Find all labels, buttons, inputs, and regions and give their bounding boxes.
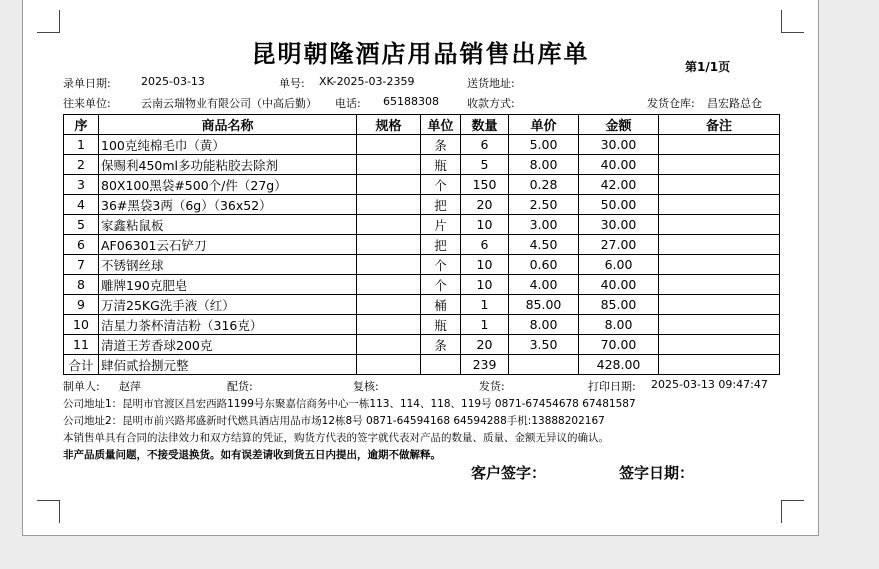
amount-cell: 40.00 xyxy=(579,155,659,175)
remark-cell xyxy=(659,195,780,215)
quantity-cell: 20 xyxy=(461,335,509,355)
row-index-cell: 7 xyxy=(64,255,99,275)
column-header: 金额 xyxy=(579,115,659,135)
remark-cell xyxy=(659,275,780,295)
amount-cell: 6.00 xyxy=(579,255,659,275)
row-index-cell: 8 xyxy=(64,275,99,295)
company-address-2: 公司地址2：昆明市前兴路邦盛新时代燃具酒店用品市场12栋8号 0871-64594168 64594288手机:13888202167 xyxy=(63,415,605,427)
maker-label: 制单人: xyxy=(63,380,100,393)
unit-price-cell: 5.00 xyxy=(509,135,579,155)
quantity-cell: 10 xyxy=(461,275,509,295)
quantity-cell: 5 xyxy=(461,155,509,175)
unit-price-cell: 2.50 xyxy=(509,195,579,215)
table-row xyxy=(64,255,780,275)
product-name-cell: 保赐利450ml多功能粘胶去除剂 xyxy=(99,155,357,175)
row-index-cell: 10 xyxy=(64,315,99,335)
amount-cell: 50.00 xyxy=(579,195,659,215)
customer-label: 往来单位: xyxy=(63,97,111,110)
phone: 65188308 xyxy=(383,95,439,108)
remark-cell xyxy=(659,135,780,155)
unit-cell: 把 xyxy=(421,235,461,255)
review-label: 复核: xyxy=(353,380,379,393)
product-name-cell: 万清25KG洗手液（红） xyxy=(99,295,357,315)
crop-mark-bottom-left xyxy=(37,500,60,523)
signature-date-label: 签字日期： xyxy=(619,464,695,482)
unit-price-cell: 3.00 xyxy=(509,215,579,235)
customer-signature-label: 客户签字： xyxy=(471,464,547,482)
column-header: 单价 xyxy=(509,115,579,135)
quantity-cell: 1 xyxy=(461,295,509,315)
unit-price-cell: 85.00 xyxy=(509,295,579,315)
remark-cell xyxy=(659,315,780,335)
document-page xyxy=(22,0,819,536)
quantity-cell: 1 xyxy=(461,315,509,335)
product-name-cell: 80X100黑袋#500个/件（27g） xyxy=(99,175,357,195)
row-index-cell: 6 xyxy=(64,235,99,255)
remark-cell xyxy=(659,255,780,275)
product-name-cell: AF06301云石铲刀 xyxy=(99,235,357,255)
order-no: XK-2025-03-2359 xyxy=(319,75,415,88)
total-row xyxy=(64,355,780,375)
product-name-cell: 不锈钢丝球 xyxy=(99,255,357,275)
print-date: 2025-03-13 09:47:47 xyxy=(651,378,768,391)
table-row xyxy=(64,155,780,175)
quantity-cell: 6 xyxy=(461,135,509,155)
unit-cell: 条 xyxy=(421,135,461,155)
product-name-cell: 洁星力茶杯清洁粉（316克） xyxy=(99,315,357,335)
row-index-cell: 11 xyxy=(64,335,99,355)
table-row xyxy=(64,175,780,195)
remark-cell xyxy=(659,295,780,315)
customer-name: 云南云瑞物业有限公司（中高后勤） xyxy=(141,97,317,110)
unit-price-cell: 0.28 xyxy=(509,175,579,195)
row-index-cell: 9 xyxy=(64,295,99,315)
unit-price-cell: 8.00 xyxy=(509,315,579,335)
unit-price-cell: 3.50 xyxy=(509,335,579,355)
product-name-cell: 清道王芳香球200克 xyxy=(99,335,357,355)
amount-cell: 8.00 xyxy=(579,315,659,335)
total-amount-words: 肆佰贰拾捌元整 xyxy=(99,355,357,375)
row-index-cell: 1 xyxy=(64,135,99,155)
table-row xyxy=(64,215,780,235)
total-label: 合计 xyxy=(64,355,99,375)
remark-cell xyxy=(659,175,780,195)
remark-cell xyxy=(659,235,780,255)
unit-cell: 瓶 xyxy=(421,315,461,335)
remark-cell xyxy=(659,215,780,235)
picking-label: 配货: xyxy=(227,380,253,393)
unit-price-cell: 4.50 xyxy=(509,235,579,255)
quantity-cell: 150 xyxy=(461,175,509,195)
row-index-cell: 5 xyxy=(64,215,99,235)
table-row xyxy=(64,315,780,335)
unit-cell: 个 xyxy=(421,255,461,275)
column-header: 规格 xyxy=(357,115,421,135)
empty-cell xyxy=(659,355,780,375)
return-policy-notice: 非产品质量问题，不接受退换货。如有误差请收到货五日内提出，逾期不做解释。 xyxy=(63,449,441,461)
unit-cell: 瓶 xyxy=(421,155,461,175)
unit-cell: 个 xyxy=(421,175,461,195)
product-name-cell: 雕牌190克肥皂 xyxy=(99,275,357,295)
order-no-label: 单号: xyxy=(279,77,305,90)
column-header: 数量 xyxy=(461,115,509,135)
unit-cell: 片 xyxy=(421,215,461,235)
entry-date-label: 录单日期: xyxy=(63,77,111,90)
maker: 赵萍 xyxy=(119,380,141,393)
spec-cell xyxy=(357,255,421,275)
spec-cell xyxy=(357,295,421,315)
product-name-cell: 100克纯棉毛巾（黄） xyxy=(99,135,357,155)
column-header: 序 xyxy=(64,115,99,135)
table-row xyxy=(64,135,780,155)
amount-cell: 27.00 xyxy=(579,235,659,255)
spec-cell xyxy=(357,335,421,355)
table-row xyxy=(64,295,780,315)
unit-cell: 条 xyxy=(421,335,461,355)
entry-date: 2025-03-13 xyxy=(141,75,205,88)
column-header: 单位 xyxy=(421,115,461,135)
phone-label: 电话: xyxy=(335,97,361,110)
crop-mark-bottom-right xyxy=(781,500,804,523)
spec-cell xyxy=(357,215,421,235)
print-date-label: 打印日期: xyxy=(588,380,636,393)
total-qty: 239 xyxy=(461,355,509,375)
unit-price-cell: 8.00 xyxy=(509,155,579,175)
items-table xyxy=(63,114,780,375)
unit-price-cell: 0.60 xyxy=(509,255,579,275)
row-index-cell: 2 xyxy=(64,155,99,175)
document-title: 昆明朝隆酒店用品销售出库单 xyxy=(251,39,590,68)
spec-cell xyxy=(357,155,421,175)
warehouse: 昌宏路总仓 xyxy=(707,97,762,110)
quantity-cell: 10 xyxy=(461,215,509,235)
empty-cell xyxy=(421,355,461,375)
payment-method-label: 收款方式: xyxy=(467,97,515,110)
crop-mark-top-right xyxy=(781,10,804,33)
remark-cell xyxy=(659,155,780,175)
empty-cell xyxy=(357,355,421,375)
spec-cell xyxy=(357,275,421,295)
delivery-address-label: 送货地址: xyxy=(467,77,515,90)
unit-cell: 个 xyxy=(421,275,461,295)
amount-cell: 85.00 xyxy=(579,295,659,315)
quantity-cell: 6 xyxy=(461,235,509,255)
amount-cell: 70.00 xyxy=(579,335,659,355)
spec-cell xyxy=(357,195,421,215)
legal-notice: 本销售单具有合同的法律效力和双方结算的凭证，购货方代表的签字就代表对产品的数量、质量、金额无异议的确认。 xyxy=(63,432,609,444)
page-number: 第1/1页 xyxy=(685,60,731,74)
ship-label: 发货: xyxy=(479,380,505,393)
table-header-row xyxy=(64,115,780,135)
spec-cell xyxy=(357,175,421,195)
remark-cell xyxy=(659,335,780,355)
column-header: 备注 xyxy=(659,115,780,135)
row-index-cell: 3 xyxy=(64,175,99,195)
amount-cell: 40.00 xyxy=(579,275,659,295)
product-name-cell: 家鑫粘鼠板 xyxy=(99,215,357,235)
spec-cell xyxy=(357,235,421,255)
spec-cell xyxy=(357,315,421,335)
table-row xyxy=(64,235,780,255)
unit-cell: 把 xyxy=(421,195,461,215)
amount-cell: 42.00 xyxy=(579,175,659,195)
table-row xyxy=(64,275,780,295)
column-header: 商品名称 xyxy=(99,115,357,135)
table-row xyxy=(64,335,780,355)
company-address-1: 公司地址1：昆明市官渡区昌宏西路1199号东聚嘉信商务中心一栋113、114、118、119号 0871-67454678 67481587 xyxy=(63,398,636,410)
spec-cell xyxy=(357,135,421,155)
total-amount: 428.00 xyxy=(579,355,659,375)
row-index-cell: 4 xyxy=(64,195,99,215)
amount-cell: 30.00 xyxy=(579,135,659,155)
amount-cell: 30.00 xyxy=(579,215,659,235)
unit-price-cell: 4.00 xyxy=(509,275,579,295)
quantity-cell: 10 xyxy=(461,255,509,275)
product-name-cell: 36#黑袋3两（6g）（36x52） xyxy=(99,195,357,215)
crop-mark-top-left xyxy=(37,10,60,33)
empty-cell xyxy=(509,355,579,375)
table-row xyxy=(64,195,780,215)
unit-cell: 桶 xyxy=(421,295,461,315)
quantity-cell: 20 xyxy=(461,195,509,215)
warehouse-label: 发货仓库: xyxy=(647,97,695,110)
